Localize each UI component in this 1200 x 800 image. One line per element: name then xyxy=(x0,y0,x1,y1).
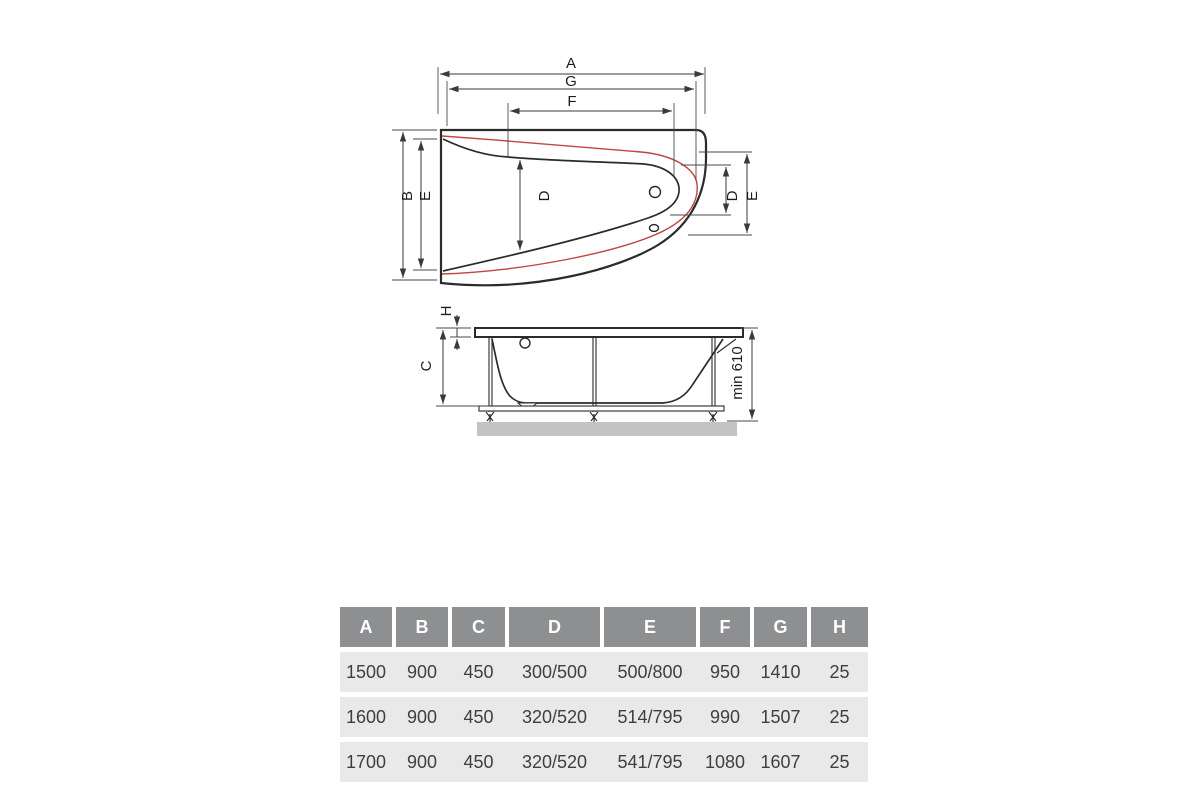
table-cell: 450 xyxy=(463,661,494,682)
table-cell: 1700 xyxy=(345,751,387,772)
side-view xyxy=(418,306,758,436)
table-cell: 900 xyxy=(406,661,438,682)
table-header-cell: F xyxy=(700,607,750,647)
dim-label-d-mid: D xyxy=(536,190,553,202)
table-cell: 900 xyxy=(406,706,438,727)
table-header-cell: D xyxy=(509,607,600,647)
table-cell: 1607 xyxy=(760,751,801,772)
table-header-cell: A xyxy=(340,607,392,647)
table-header-cell: C xyxy=(452,607,505,647)
table-header-row xyxy=(340,607,868,647)
dim-label-h: H xyxy=(438,305,455,317)
table-cell: 1507 xyxy=(760,706,801,727)
table-cell: 320/520 xyxy=(521,751,588,772)
table-cell: 1410 xyxy=(760,661,801,682)
overflow-hole-side xyxy=(520,338,530,348)
table-cell: 1600 xyxy=(345,706,387,727)
table-cell: 541/795 xyxy=(617,751,683,772)
basin-left-profile xyxy=(492,339,663,403)
dim-label-c: C xyxy=(418,360,435,372)
table-cell: 25 xyxy=(829,751,850,772)
table-cell: 450 xyxy=(463,706,494,727)
table-header-cell: E xyxy=(604,607,696,647)
dim-label-f: F xyxy=(567,93,577,110)
top-view xyxy=(392,55,761,285)
table-cell: 450 xyxy=(463,751,494,772)
table-cell: 514/795 xyxy=(617,706,683,727)
dim-label-a: A xyxy=(565,55,577,72)
table-cell: 25 xyxy=(829,706,850,727)
table-row xyxy=(340,652,868,692)
table-cell: 990 xyxy=(709,706,741,727)
table-cell: 900 xyxy=(406,751,438,772)
table-cell: 500/800 xyxy=(617,661,683,682)
table-cell: 300/500 xyxy=(521,661,588,682)
dim-label-min-height: min 610 xyxy=(729,346,746,400)
dim-label-e-right: E xyxy=(744,190,761,202)
table-cell: 1080 xyxy=(704,751,746,772)
table-header-cell: H xyxy=(811,607,868,647)
table-cell: 950 xyxy=(709,661,741,682)
rim-plate xyxy=(475,328,743,337)
dim-label-b: B xyxy=(399,190,416,202)
adjustable-feet xyxy=(486,412,717,422)
dim-label-g: G xyxy=(565,73,577,90)
dim-label-e-left: E xyxy=(417,190,434,202)
table-row xyxy=(340,742,868,782)
floor-slab xyxy=(477,422,737,436)
dimensions-table xyxy=(340,607,868,782)
table-header-cell: B xyxy=(396,607,448,647)
dim-label-d-right: D xyxy=(724,190,741,202)
table-header-cell: G xyxy=(754,607,807,647)
basin-right-profile xyxy=(663,339,723,403)
bottom-rail xyxy=(479,406,724,411)
table-cell: 320/520 xyxy=(521,706,588,727)
table-cell: 25 xyxy=(829,661,850,682)
table-row xyxy=(340,697,868,737)
table-cell: 1500 xyxy=(345,661,387,682)
